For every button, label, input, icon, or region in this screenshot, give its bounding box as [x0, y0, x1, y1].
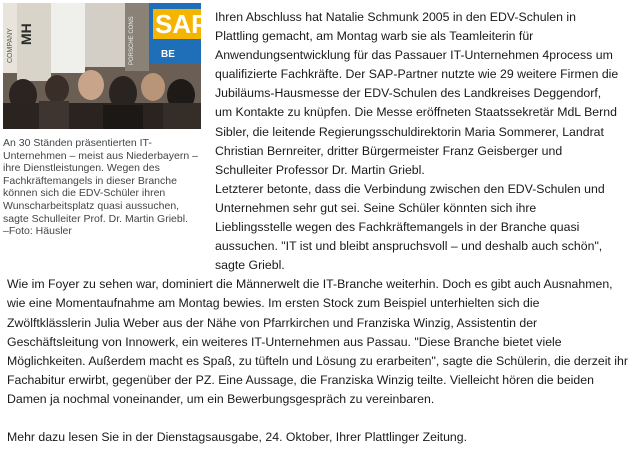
article-body	[7, 8, 628, 447]
article-paragraph: Wie im Foyer zu sehen war, dominiert die Männerwelt die IT-Branche weiterhin. Doch es gibt auch Ausnahmen, wie eine Momentaufnahme am Montag bewies. Im ersten Stock zum Beispiel unterhielten sich die Zwölftklässlerin Julia Weber aus der Nähe von Pfarrkirchen und Franziska Winzig, Assistentin der Geschäftsleitung von Innowerk, ein weiteres IT-Unternehmen aus Passau. "Diese Branche bietet viele Möglichkeiten. Außerdem macht es Spaß, zu tüfteln und Lösung zu erarbeiten", sagte die Schülerin, die derzeit ihr Fachabitur erwirbt, gegenüber der PZ. Eine Aussage, die Franziska Winzig teilte. Vielleicht hören die beiden Damen ja nochmal voneinander, um ein Bewerbungsgespräch zu vereinbaren.	[7, 277, 628, 406]
photo-caption: An 30 Ständen präsentierten IT- Unternehmen – meist aus Niederbayern – ihre Dienstleistungen. Wegen des Fachkräftemangels in dieser Branche können sich die EDV-Schüler ihren Wunscharbeitsplatz quasi aussuchen, sagte Schulleiter Prof. Dr. Martin Griebl. –Foto: Häusler	[3, 137, 198, 238]
figure-float-spacer	[7, 8, 215, 273]
article-paragraph: Letzterer betonte, dass die Verbindung zwischen den EDV-Schulen und Unternehmen sehr gut sei. Seine Schüler könnten sich ihre Lieblingsstelle wegen des Fachkräftemangels in der Branche quasi aussuchen. "IT ist und bleibt anspruchsvoll – und deshalb auch schön", sagte Griebl.	[215, 181, 605, 273]
article-paragraph: Ihren Abschluss hat Natalie Schmunk 2005 in den EDV-Schulen in Plattling gemacht, am Montag warb sie als Teamleiterin für Anwendungsentwicklung für das Passauer IT-Unternehmen 4process um qualifizierte Fachkräfte. Der SAP-Partner nutzte wie 29 weitere Firmen die Jubiläums-Hausmesse der EDV-Schulen des Landkreises Deggendorf, um Kontakte zu knüpfen. Die Messe eröffneten Staatssekretär MdL Bernd Sibler, die leitende Regierungsschuldirektorin Maria Sommerer, Landrat Christian Bernreiter, dritter Bürgermeister Franz Geisberger und Schulleiter Professor Dr. Martin Griebl.	[215, 10, 619, 177]
article-footer-note: Mehr dazu lesen Sie in der Dienstagsausgabe, 24. Oktober, Ihrer Plattlinger Zeitung.	[7, 429, 468, 444]
photo-label-company: COMPANY	[7, 28, 14, 63]
photo-label-sap: SAP	[155, 9, 209, 39]
photo-label-porsche: PORSCHE CONS	[129, 16, 135, 65]
photo-label-mh: MH	[18, 23, 34, 45]
photo-label-be: BE	[161, 49, 175, 60]
paragraph-gap	[7, 409, 628, 428]
